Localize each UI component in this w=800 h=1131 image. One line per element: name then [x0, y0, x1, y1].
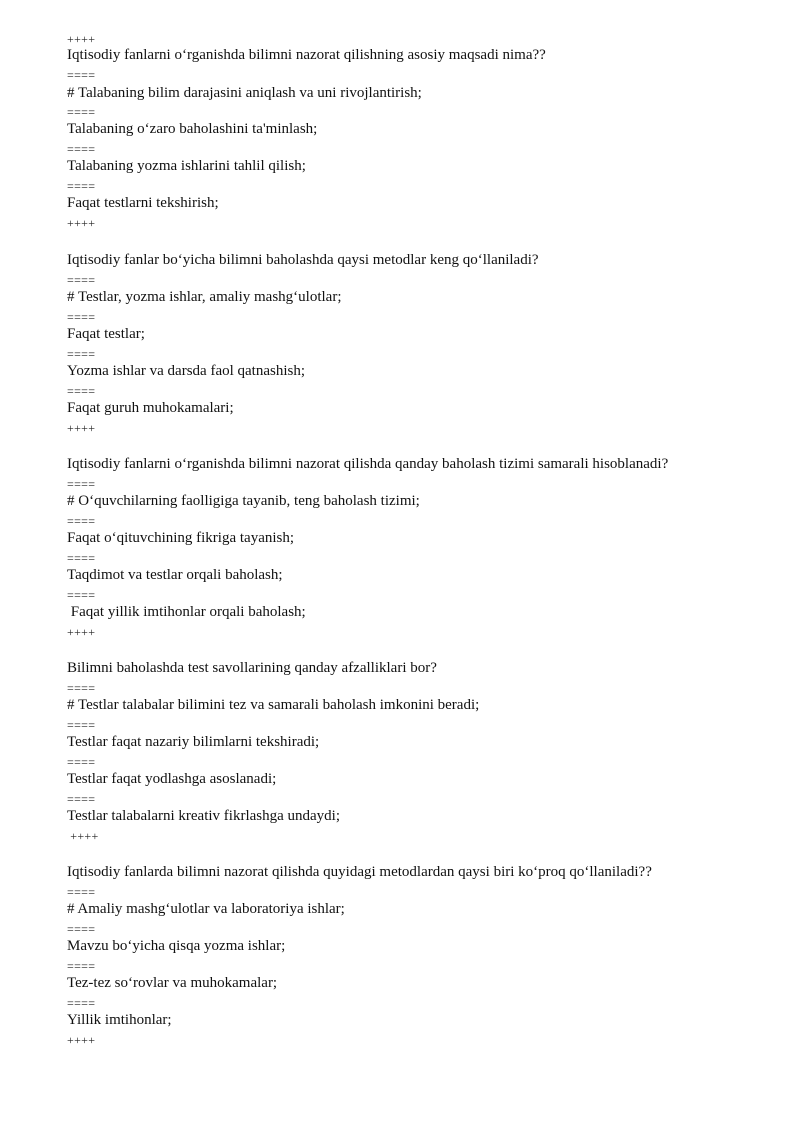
question-5-answer-4: Yillik imtihonlar;: [67, 1012, 172, 1028]
answer-separator: ====: [67, 792, 96, 806]
question-4-answer-4: Testlar talabalarni kreativ fikrlashga undaydi;: [67, 808, 341, 824]
answer-separator: ====: [67, 273, 96, 287]
answer-separator: ====: [67, 105, 96, 119]
open-marker: ++++: [67, 32, 96, 46]
question-1-text: Iqtisodiy fanlarni o‘rganishda bilimni nazorat qilishning asosiy maqsadi nima??: [67, 47, 546, 63]
question-1-answer-3: Talabaning yozma ishlarini tahlil qilish;: [67, 158, 306, 174]
question-3-answer-2: Faqat o‘qituvchining fikriga tayanish;: [67, 530, 295, 546]
question-5-answer-1: # Amaliy mashg‘ulotlar va laboratoriya ishlar;: [67, 901, 345, 917]
question-separator: ++++: [67, 421, 96, 435]
answer-separator: ====: [67, 588, 96, 602]
question-5-text: Iqtisodiy fanlarda bilimni nazorat qilishda quyidagi metodlardan qaysi biri ko‘proq qo‘llaniladi??: [67, 864, 652, 880]
answer-separator: ====: [67, 922, 96, 936]
question-3-answer-3: Taqdimot va testlar orqali baholash;: [67, 567, 283, 583]
question-2-text: Iqtisodiy fanlar bo‘yicha bilimni baholashda qaysi metodlar keng qo‘llaniladi?: [67, 252, 539, 268]
question-separator: ++++: [67, 1033, 96, 1047]
question-2-answer-2: Faqat testlar;: [67, 326, 145, 342]
question-4-answer-1: # Testlar talabalar bilimini tez va samarali baholash imkonini beradi;: [67, 697, 480, 713]
answer-separator: ====: [67, 885, 96, 899]
answer-separator: ====: [67, 718, 96, 732]
question-2-answer-3: Yozma ishlar va darsda faol qatnashish;: [67, 363, 306, 379]
question-1-answer-4: Faqat testlarni tekshirish;: [67, 195, 219, 211]
question-5-answer-2: Mavzu bo‘yicha qisqa yozma ishlar;: [67, 938, 286, 954]
question-3-answer-1: # O‘quvchilarning faolligiga tayanib, teng baholash tizimi;: [67, 493, 420, 509]
question-separator: ++++: [67, 829, 99, 843]
question-3-answer-4: Faqat yillik imtihonlar orqali baholash;: [67, 604, 306, 620]
answer-separator: ====: [67, 996, 96, 1010]
question-2-answer-1: # Testlar, yozma ishlar, amaliy mashg‘ulotlar;: [67, 289, 342, 305]
answer-separator: ====: [67, 514, 96, 528]
answer-separator: ====: [67, 310, 96, 324]
question-5-answer-3: Tez-tez so‘rovlar va muhokamalar;: [67, 975, 278, 991]
answer-separator: ====: [67, 68, 96, 82]
question-separator: ++++: [67, 216, 96, 230]
question-4-answer-3: Testlar faqat yodlashga asoslanadi;: [67, 771, 277, 787]
question-3-text: Iqtisodiy fanlarni o‘rganishda bilimni nazorat qilishda qanday baholash tizimi samarali hisoblanadi?: [67, 456, 669, 472]
question-1-answer-2: Talabaning o‘zaro baholashini ta'minlash;: [67, 121, 318, 137]
answer-separator: ====: [67, 755, 96, 769]
answer-separator: ====: [67, 347, 96, 361]
answer-separator: ====: [67, 959, 96, 973]
answer-separator: ====: [67, 551, 96, 565]
answer-separator: ====: [67, 477, 96, 491]
answer-separator: ====: [67, 179, 96, 193]
question-4-text: Bilimni baholashda test savollarining qanday afzalliklari bor?: [67, 660, 437, 676]
answer-separator: ====: [67, 142, 96, 156]
question-2-answer-4: Faqat guruh muhokamalari;: [67, 400, 234, 416]
answer-separator: ====: [67, 681, 96, 695]
question-separator: ++++: [67, 625, 96, 639]
question-4-answer-2: Testlar faqat nazariy bilimlarni tekshiradi;: [67, 734, 320, 750]
answer-separator: ====: [67, 384, 96, 398]
question-1-answer-1: # Talabaning bilim darajasini aniqlash va uni rivojlantirish;: [67, 85, 422, 101]
